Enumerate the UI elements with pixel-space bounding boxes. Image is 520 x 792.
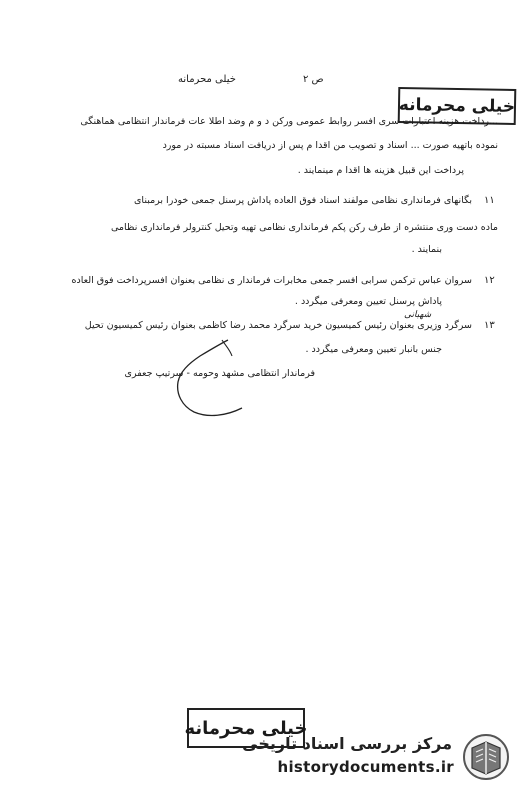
item-11-line-1: بگانهای فرمانداری نظامی مولفند اسناد فوق العاده پاداش پرسنل جمعی خودرا برمبنای [134, 195, 472, 206]
page-number: ص ۲ [303, 74, 324, 85]
signature-line: فرماندار انتظامی مشهد وحومه - سرتیپ جعفری [124, 368, 315, 379]
item-number-11: ۱۱ [484, 195, 495, 206]
archive-logo-icon [460, 732, 512, 782]
body-line-3: پرداخت این قبیل هزینه ها اقدا م مینمایند . [297, 165, 464, 176]
item-13-line-2: جنس بانبار تعیین ومعرفی میگردد . [305, 344, 442, 355]
item-13-line-1: سرگرد وزیری بعنوان رئیس کمیسیون خرید سرگرد محمد رضا کاظمی بعنوان رئیس کمیسیون تحیل [84, 320, 472, 331]
item-11-line-3: بنمایند . [411, 244, 442, 255]
item-11-line-2: ماده دست وری منتشره از طرف رکن پکم فرمانداری نظامی تهیه وتحیل کنترولر فرمانداری نظامی [111, 222, 498, 233]
body-line-1: ...رداخت هزینه اعتبارات سری افسر روابط عمومی ورکن د و م وضد اطلا عات فرماندار انتظامی هماهنگی [80, 116, 498, 127]
archive-watermark [238, 730, 520, 786]
item-12-line-1: سروان عباس ترکمن سرابی افسر جمعی مخابرات فرماندار ی نظامی بعنوان افسرپرداخت فوق العاده [71, 275, 472, 286]
archive-url: historydocuments.ir [277, 758, 454, 776]
signature-scribble [170, 338, 260, 422]
item-number-13: ۱۳ [484, 320, 495, 331]
archive-org-name: مرکز بررسی اسناد تاریخی [242, 734, 452, 753]
handwritten-insert: شهبانی [404, 310, 432, 320]
classified-stamp-top: خیلی محرمانه [398, 87, 517, 125]
body-line-2: نموده باتهیه صورت ... اسناد و تصویب من اقدا م پس از دریافت اسناد مسبته در مورد [162, 140, 498, 151]
classified-stamp-bottom: خیلی محرمانه [187, 708, 305, 748]
item-12-line-2: پاداش پرسنل تعیین ومعرفی میگردد . [294, 296, 442, 307]
classification-header: خیلی محرمانه [178, 74, 236, 85]
item-number-12: ۱۲ [484, 275, 495, 286]
